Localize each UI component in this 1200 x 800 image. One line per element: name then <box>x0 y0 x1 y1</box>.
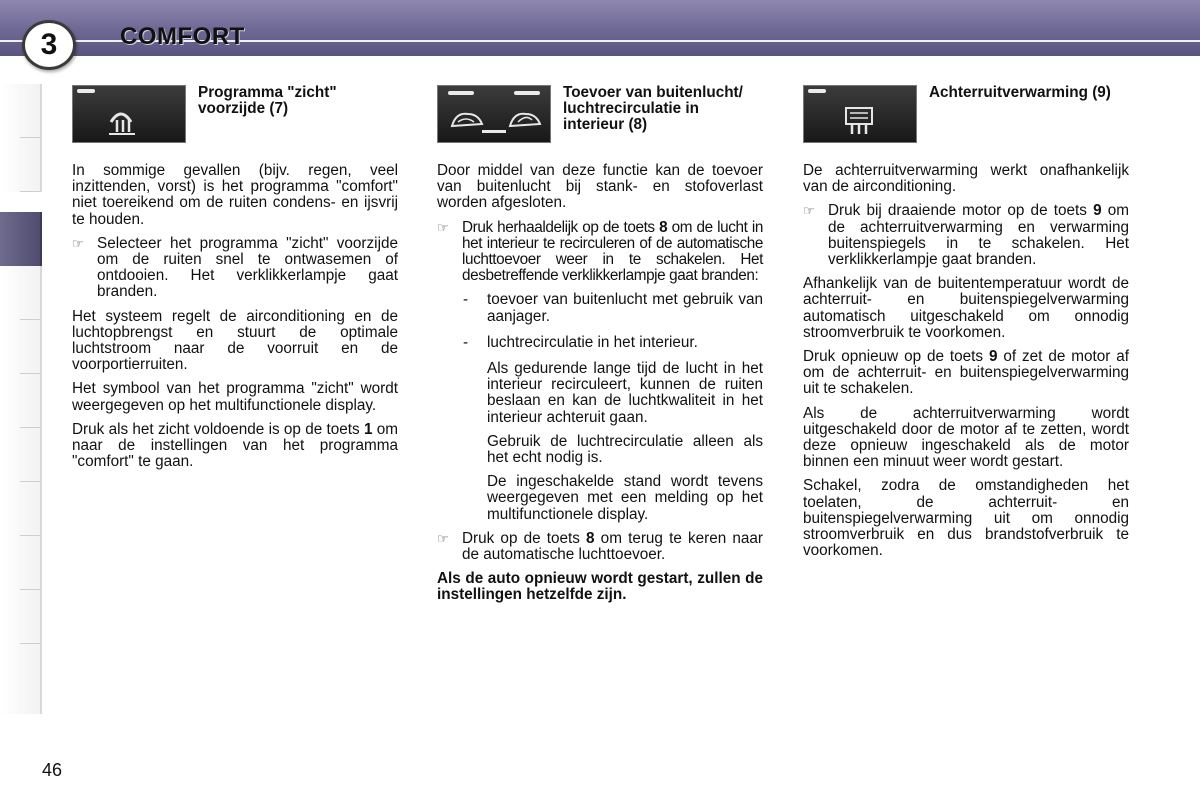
chapter-tab[interactable] <box>0 482 42 536</box>
button-number: 1 <box>363 420 373 438</box>
list-item <box>437 292 763 324</box>
chapter-side-tabs <box>0 84 42 719</box>
air-recirculation-icon <box>437 85 551 143</box>
chapter-tab[interactable] <box>0 644 42 714</box>
instruction-item <box>437 220 763 285</box>
paragraph: Door middel van deze functie kan de toevoer van buitenlucht bij stank- en stofoverlast worden afgesloten. <box>437 162 763 212</box>
text-fragment: Druk als het zicht voldoende is op de toets <box>72 420 364 438</box>
text-fragment: om naar de instellingen van het programma "comfort" te gaan. <box>72 420 398 471</box>
button-number: 9 <box>1093 202 1102 220</box>
chapter-tab[interactable] <box>0 266 42 320</box>
chapter-tab[interactable] <box>0 138 42 192</box>
chapter-tab-active[interactable] <box>0 212 42 266</box>
hand-pointer-icon: ☞ <box>437 219 449 235</box>
list-item-text: toevoer van buitenlucht met gebruik van aanjager. <box>487 291 763 325</box>
paragraph <box>72 422 398 471</box>
hand-pointer-icon: ☞ <box>803 203 815 219</box>
hand-pointer-icon: ☞ <box>72 235 84 251</box>
instruction-text <box>462 531 763 563</box>
dash-marker: - <box>463 333 469 351</box>
dash-marker: - <box>463 291 469 309</box>
chapter-tab[interactable] <box>0 84 42 138</box>
chapter-title: COMFORT <box>120 23 245 50</box>
instruction-text: Selecteer het programma "zicht" voorzijde om de ruiten snel te ontwasemen of ontdooien. Het verklikkerlampje gaat branden. <box>97 234 398 301</box>
paragraph: Het symbool van het programma "zicht" wordt weergegeven op het multifunctionele display. <box>72 380 398 414</box>
bold-note: Als de auto opnieuw wordt gestart, zullen de instellingen hetzelfde zijn. <box>437 570 763 604</box>
section-rear-defrost <box>803 85 1129 567</box>
text-fragment: om de achterruitverwarming en verwarming buitenspiegels in te schakelen. Het verklikkerlampje gaat branden. <box>828 202 1129 269</box>
paragraph: Het systeem regelt de airconditioning en de luchtopbrengst en stuurt de optimale luchtstroom naar de voorruit en de voorportierruiten. <box>72 307 398 374</box>
rear-defrost-icon <box>803 85 917 143</box>
section-title: Toevoer van buitenlucht/ luchtrecirculatie in interieur (8) <box>563 84 743 133</box>
chapter-tab[interactable] <box>0 536 42 590</box>
button-number: 8 <box>586 529 595 547</box>
button-number: 8 <box>659 218 668 236</box>
section-air-recirculation <box>437 85 763 612</box>
instruction-item <box>72 236 398 301</box>
text-fragment: om terug te keren naar de automatische luchttoevoer. <box>462 529 763 564</box>
section-title: Programma "zicht" voorzijde (7) <box>198 84 337 117</box>
paragraph: De achterruitverwarming werkt onafhankelijk van de airconditioning. <box>803 162 1129 196</box>
section-title: Achterruitverwarming (9) <box>929 84 1111 101</box>
chapter-tab[interactable] <box>0 320 42 374</box>
list-item <box>437 335 763 351</box>
paragraph: Gebruik de luchtrecirculatie alleen als het echt nodig is. <box>487 432 763 467</box>
chapter-tab[interactable] <box>0 590 42 644</box>
instruction-text <box>462 220 763 285</box>
section-front-visibility <box>72 85 398 478</box>
chapter-number-badge: 3 <box>22 20 76 70</box>
text-fragment: Druk op de toets <box>462 529 587 547</box>
list-item-text: luchtrecirculatie in het interieur. <box>487 333 698 351</box>
paragraph: Afhankelijk van de buitentemperatuur wordt de achterruit- en buitenspiegelverwarming automatisch uitgeschakeld om onnodig stroomverbruik te voorkomen. <box>803 275 1129 341</box>
text-fragment: Druk herhaaldelijk op de toets <box>462 218 660 236</box>
instruction-item <box>437 531 763 563</box>
paragraph: Als de achterruitverwarming wordt uitgeschakeld door de motor af te zetten, wordt deze opnieuw ingeschakeld als de motor binnen een minuut weer wordt gestart. <box>803 404 1129 471</box>
paragraph: Als gedurende lange tijd de lucht in het interieur recirculeert, kunnen de ruiten beslaan en kan de luchtkwaliteit in het interieur achteruit gaan. <box>487 360 763 426</box>
text-fragment: of zet de motor af om de achterruit- en buitenspiegelverwarming uit te schakelen. <box>803 348 1129 398</box>
text-fragment: om de lucht in het interieur te recirculeren of de automatische luchttoevoer weer in te schakelen. Het desbetreffende verklikkerlampje gaat branden: <box>462 218 763 285</box>
page-number: 46 <box>42 760 63 780</box>
paragraph <box>803 349 1129 398</box>
text-fragment: Druk opnieuw op de toets <box>803 348 989 366</box>
paragraph: In sommige gevallen (bijv. regen, veel inzittenden, vorst) is het programma "comfort" niet toereikend om de ruiten condens- en ijsvrij te houden. <box>72 162 398 228</box>
paragraph: Schakel, zodra de omstandigheden het toelaten, de achterruit- en buitenspiegelverwarming uit om onnodig stroomverbruik en dus brandstofverbruik te voorkomen. <box>803 477 1129 560</box>
paragraph: De ingeschakelde stand wordt tevens weergegeven met een melding op het multifunctionele display. <box>487 473 763 523</box>
front-defrost-icon <box>72 85 186 143</box>
chapter-tab[interactable] <box>0 374 42 428</box>
instruction-text <box>828 203 1129 268</box>
text-fragment: Druk bij draaiende motor op de toets <box>828 202 1094 220</box>
button-number: 9 <box>988 348 998 366</box>
instruction-item <box>803 203 1129 268</box>
chapter-tab[interactable] <box>0 428 42 482</box>
hand-pointer-icon: ☞ <box>437 530 449 546</box>
